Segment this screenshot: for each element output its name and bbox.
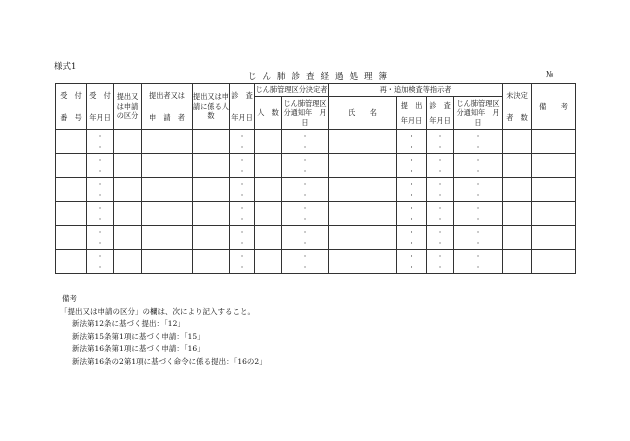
table-cell[interactable] (114, 202, 142, 226)
date-separator-dots: · · (98, 251, 102, 272)
table-cell[interactable] (230, 154, 255, 178)
table-cell[interactable] (454, 178, 503, 202)
table-cell[interactable] (87, 178, 114, 202)
header-kakaru-ninzu: 提出又は申請に係る人数 (193, 84, 230, 130)
table-cell[interactable] (503, 202, 532, 226)
date-separator-dots: · · (240, 131, 244, 152)
date-separator-dots: · · (303, 179, 307, 200)
table-cell[interactable] (282, 154, 329, 178)
table-cell[interactable] (397, 202, 427, 226)
table-cell[interactable] (503, 154, 532, 178)
table-cell[interactable] (230, 226, 255, 250)
date-separator-dots: · · (303, 203, 307, 224)
table-cell[interactable] (255, 202, 282, 226)
table-cell[interactable] (255, 130, 282, 154)
notes-item: 新法第16条第1項に基づく申請：「16」 (72, 344, 205, 354)
table-row (56, 250, 576, 274)
date-separator-dots: · · (240, 179, 244, 200)
header-kanri-tsuchi: じん肺管理区分通知年 月 日 (282, 97, 329, 130)
table-cell[interactable] (532, 154, 576, 178)
header-biko: 備 考 (532, 84, 576, 130)
table-cell[interactable] (142, 130, 193, 154)
table-row (56, 178, 576, 202)
table-cell[interactable] (329, 202, 397, 226)
page-title: じん肺診査経過処理簿 (248, 72, 394, 82)
table-cell[interactable] (532, 250, 576, 274)
header-sai-kanri-tsuchi: じん肺管理区分通知年 月 日 (454, 97, 503, 130)
table-cell[interactable] (193, 178, 230, 202)
table-cell[interactable] (114, 130, 142, 154)
table-cell[interactable] (282, 226, 329, 250)
date-separator-dots: · · (410, 179, 413, 200)
table-cell[interactable] (142, 226, 193, 250)
ledger-table (55, 83, 576, 274)
table-cell[interactable] (56, 250, 87, 274)
date-separator-dots: · · (303, 155, 307, 176)
table-cell[interactable] (454, 250, 503, 274)
table-cell[interactable] (329, 178, 397, 202)
date-separator-dots: · · (303, 131, 307, 152)
table-cell[interactable] (282, 178, 329, 202)
header-shinsa-nengappi: 診 査 年月日 (230, 84, 255, 130)
table-row (56, 154, 576, 178)
table-cell[interactable] (329, 250, 397, 274)
table-row (56, 226, 576, 250)
date-separator-dots: · · (98, 203, 102, 224)
header-teishutsusha: 提出者又は 申 請 者 (142, 84, 193, 130)
notes-item: 新法第16条の2第1項に基づく命令に係る提出：「16の2」 (72, 356, 267, 366)
date-separator-dots: · · (98, 227, 102, 248)
table-cell[interactable] (503, 226, 532, 250)
table-cell[interactable] (454, 226, 503, 250)
date-separator-dots: · · (410, 227, 413, 248)
table-cell[interactable] (532, 130, 576, 154)
table-cell[interactable] (56, 154, 87, 178)
table-cell[interactable] (56, 178, 87, 202)
table-cell[interactable] (397, 250, 427, 274)
date-separator-dots: · · (438, 179, 442, 200)
table-cell[interactable] (230, 178, 255, 202)
table-cell[interactable] (427, 226, 454, 250)
date-separator-dots: · · (438, 227, 442, 248)
date-separator-dots: · · (303, 227, 307, 248)
date-separator-dots: · · (240, 155, 244, 176)
table-cell[interactable] (454, 130, 503, 154)
table-cell[interactable] (56, 226, 87, 250)
header-kanri-kubun-group: じん肺管理区分決定者 (255, 84, 329, 97)
table-cell[interactable] (329, 130, 397, 154)
date-separator-dots: · · (476, 203, 480, 224)
date-separator-dots: · · (438, 155, 442, 176)
table-cell[interactable] (503, 130, 532, 154)
notes-section (62, 293, 267, 369)
table-cell[interactable] (255, 154, 282, 178)
date-separator-dots: · · (476, 155, 480, 176)
notes-heading: 備考 (62, 294, 77, 303)
table-cell[interactable] (87, 202, 114, 226)
date-separator-dots: · · (410, 251, 413, 272)
table-cell[interactable] (282, 202, 329, 226)
table-cell[interactable] (87, 250, 114, 274)
table-cell[interactable] (87, 130, 114, 154)
date-separator-dots: · · (476, 179, 480, 200)
ledger-body (56, 130, 576, 274)
table-row (56, 202, 576, 226)
date-separator-dots: · · (303, 251, 307, 272)
table-cell[interactable] (142, 154, 193, 178)
date-separator-dots: · · (438, 203, 442, 224)
notes-item: 新法第15条第1項に基づく申請：「15」 (72, 331, 205, 341)
form-number: 様式1 (54, 62, 77, 72)
table-cell[interactable] (193, 226, 230, 250)
table-cell[interactable] (532, 202, 576, 226)
date-separator-dots: · · (98, 155, 102, 176)
table-cell[interactable] (427, 130, 454, 154)
date-separator-dots: · · (410, 131, 413, 152)
table-cell[interactable] (142, 250, 193, 274)
header-uketsuke-nengappi: 受 付 年月日 (87, 84, 114, 130)
table-cell[interactable] (255, 178, 282, 202)
table-cell[interactable] (454, 202, 503, 226)
table-row (56, 130, 576, 154)
table-cell[interactable] (427, 202, 454, 226)
date-separator-dots: · · (410, 155, 413, 176)
table-cell[interactable] (427, 250, 454, 274)
date-separator-dots: · · (476, 131, 480, 152)
table-cell[interactable] (230, 202, 255, 226)
table-cell[interactable] (282, 250, 329, 274)
date-separator-dots: · · (476, 227, 480, 248)
table-cell[interactable] (329, 154, 397, 178)
notes-item: 新法第12条に基づく提出：「12」 (72, 319, 185, 329)
table-cell[interactable] (255, 250, 282, 274)
date-separator-dots: · · (240, 251, 244, 272)
table-cell[interactable] (114, 178, 142, 202)
table-cell[interactable] (142, 202, 193, 226)
table-cell[interactable] (503, 178, 532, 202)
date-separator-dots: · · (240, 203, 244, 224)
table-cell[interactable] (532, 226, 576, 250)
table-cell[interactable] (532, 178, 576, 202)
table-cell[interactable] (427, 178, 454, 202)
header-sai-shinsa: 診 査 年月日 (427, 97, 454, 130)
table-cell[interactable] (142, 178, 193, 202)
table-cell[interactable] (230, 250, 255, 274)
notes-intro: 「提出又は申請の区分」の欄は、次により記入すること。 (60, 306, 255, 316)
header-mikettei: 未決定 者 数 (503, 84, 532, 130)
table-cell[interactable] (87, 154, 114, 178)
table-cell[interactable] (193, 130, 230, 154)
number-label: № (546, 70, 554, 79)
table-cell[interactable] (56, 202, 87, 226)
header-teishutsu-kubun: 提出又は申請の区分 (114, 84, 142, 130)
date-separator-dots: · · (438, 251, 442, 272)
table-cell[interactable] (397, 154, 427, 178)
table-cell[interactable] (427, 154, 454, 178)
header-sai-teishutsu: 提 出 年月日 (397, 97, 427, 130)
date-separator-dots: · · (98, 179, 102, 200)
header-ninzu: 人 数 (255, 97, 282, 130)
table-cell[interactable] (87, 226, 114, 250)
table-cell[interactable] (114, 226, 142, 250)
table-cell[interactable] (255, 226, 282, 250)
table-cell[interactable] (193, 202, 230, 226)
date-separator-dots: · · (438, 131, 442, 152)
table-cell[interactable] (193, 154, 230, 178)
table-cell[interactable] (397, 226, 427, 250)
table-cell[interactable] (397, 178, 427, 202)
header-shimei: 氏 名 (329, 97, 397, 130)
table-cell[interactable] (193, 250, 230, 274)
date-separator-dots: · · (410, 203, 413, 224)
date-separator-dots: · · (476, 251, 480, 272)
header-uketsuke-bango: 受 付 番 号 (56, 84, 87, 130)
table-cell[interactable] (329, 226, 397, 250)
table-cell[interactable] (114, 250, 142, 274)
table-cell[interactable] (230, 130, 255, 154)
table-cell[interactable] (454, 154, 503, 178)
header-sai-group: 再・追加検査等指示者 (329, 84, 503, 97)
table-cell[interactable] (397, 130, 427, 154)
table-cell[interactable] (56, 130, 87, 154)
date-separator-dots: · · (240, 227, 244, 248)
table-cell[interactable] (503, 250, 532, 274)
table-cell[interactable] (114, 154, 142, 178)
date-separator-dots: · · (98, 131, 102, 152)
table-cell[interactable] (282, 130, 329, 154)
